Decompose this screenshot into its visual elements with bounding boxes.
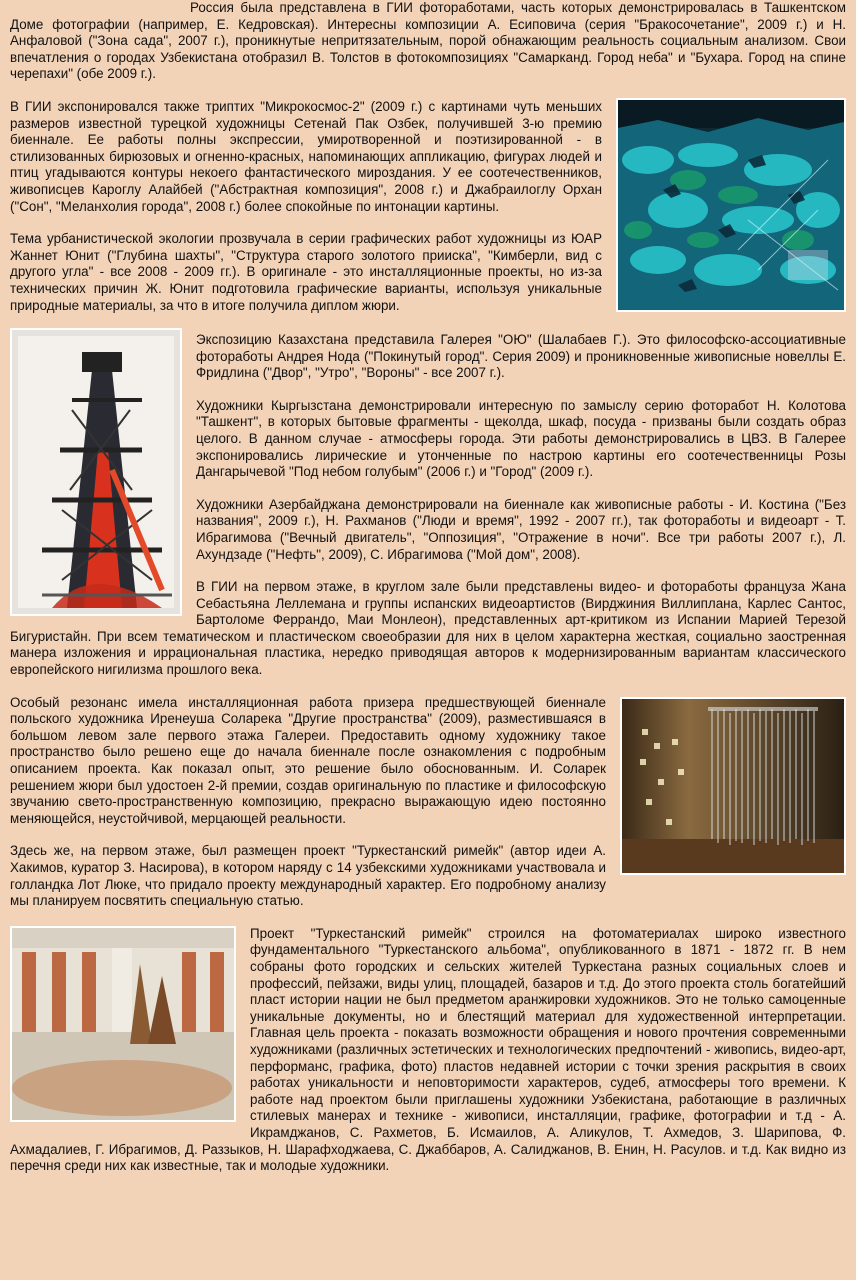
- gallery-sand-installation-image: [12, 928, 234, 1120]
- solarek-installation-photo: [620, 697, 846, 875]
- paragraph-france-spain: В ГИИ на первом этаже, в круглом зале были представлены видео- и фотоработы француза Жана Себастьяна Леллемана и группы испанских видеоартистов (Вирджиния Виллиплана, Карлес Сантос, Бартоломе Феррандо, Маи Монлеон), представленных арт-критиком из Испании Марией Терезой Бигуристайн. При всем тематическом и пластическом своеобразии для них в целом характерна жесткая, социально заостренная манера изложения и иррациональная пластика, нередко приводящая авторов к модернизированным вариантам классического европейского нигилизма прошлого века.: [10, 579, 846, 678]
- paragraph-turkestan-remake-intro: Здесь же, на первом этаже, был размещен проект "Туркестанский римейк" (автор идеи А. Хакимов, куратор З. Насирова), в котором наряду с 14 узбекскими художниками участвовала и голландка Лот Люке, что придало проекту международный характер. Его подробному анализу мы планируем посвятить специальную статью.: [10, 843, 606, 909]
- mine-tower-artwork-image: [12, 330, 180, 614]
- paragraph-azerbaijan: Художники Азербайджана демонстрировали на биеннале как живописные работы - И. Костина ("Без названия", 2009 г.), Н. Рахманов ("Люди и время", 1992 - 2007 гг.), так фотоработы и видеоарт - Т. Ибрагимова ("Вечный двигатель", "Оппозиция", "Отражение в ночи". Все три работы 2007 г.), Л. Ахундзаде ("Нефть", 2009), С. Ибрагимова ("Мой дом", 2008).: [196, 496, 846, 562]
- paragraph-poland: Особый резонанс имела инсталляционная работа призера предшествующей биеннале польского художника Иренеуша Соларека "Другие пространства" (2009), разместившаяся в большом левом зале первого этажа Галереи. Предоставить одному художнику такое пространство было решено еще до начала биеннале после ознакомления с подробным описанием проекта. Как показал опыт, это решение было обоснованным. И. Соларек решением жюри был удостоен 2-й премии, создав оригинальную по пластике и философскую звучанию свето-пространственную композицию, прекрасно выражающую идею постоянно меняющейся, неустойчивой, мерцающей реальности.: [10, 694, 606, 826]
- light-installation-image: [622, 699, 844, 873]
- paragraph-kazakhstan: Экспозицию Казахстана представила Галерея "ОЮ" (Шалабаев Г.). Это философско-ассоциативные фотоработы Андрея Нода ("Покинутый город". Серия 2009) и проникновенные живописные новеллы Е. Фридлина ("Двор", "Утро", "Вороны" - все 2007 г.).: [196, 331, 846, 381]
- paragraph-turkestan-remake-project: Проект "Туркестанский римейк" строился на фотоматериалах широко известного фундаментального "Туркестанского альбома", опубликованного в 1871 - 1872 гг. В нем собраны фото городских и сельских жителей Туркестана разных социальных слоев и профессий, пейзажи, виды улиц, площадей, базаров и т.д. До этого проекта столь богатейший пласт истории нации не был предметом аранжировки художников. Это не только самоценные уникальные документы, но и блестящий материал для художественной интерпретации. Главная цель проекта - показать возможности обращения и нового прочтения современными художниками (различных эстетических и технологических предпочтений - живопись, видео-арт, перформанс, графика, фото) пластов недавней истории с точки зрения раскрытия в своих работах уникальности и неповторимости характеров, судеб, атмосферы того времени. К работе над проектом были приглашены художники Узбекистана, работающие в различных стилевых манерах и технике - живописи, инсталляции, графике, фотографии и т.д - А. Икрамджанов, С. Рахметов, Б. Исмаилов, А. Аликулов, Т. Ахмедов, З. Шарипова, Ф. Ахмадалиев, Г. Ибрагимов, Д. Раззыков, Н. Шарафходжаева, С. Джаббаров, А. Салиджанов, В. Енин, Н. Расулов. и т.д. Как видно из перечня среди них как известные, так и молодые художники.: [10, 925, 846, 1174]
- turkestan-remake-installation-photo: [10, 926, 236, 1122]
- paragraph-south-africa: Тема урбанистической экологии прозвучала в серии графических работ художницы из ЮАР Жаннет Юнит ("Глубина шахты", "Структура старого золотого прииска", "Кимберли, вид с другого угла" - все 2008 - 2009 гг.). В оригинале - это инсталляционные проекты, но из-за технических причин Ж. Юнит подготовила графические варианты, используя уникальные природные материалы, за что в итоге получила диплом жюри.: [10, 231, 602, 313]
- paragraph-kyrgyzstan: Художники Кыргызстана демонстрировали интересную по замыслу серию фоторабот Н. Колотова "Ташкент", в которых бытовые фрагменты - щеколда, шкаф, посуда - призваны были создать образ целого. В данном случае - атмосферы города. Эти работы демонстрировались в ЦВЗ. В Галерее экспонировались лирические и утонченные по настрою картины его соотечественницы Розы Дангарычевой "Под небом голубым" (2006 г.) и "Город" (2009 г.).: [196, 397, 846, 480]
- paragraph-turkey: В ГИИ экспонировался также триптих "Микрокосмос-2" (2009 г.) с картинами чуть меньших размеров известной турецкой художницы Сетенай Пак Озбек, получившей 3-ю премию биеннале. Ее работы полны экспрессии, умиротворенной и поэтизированной - в стилизованных бирюзовых и огненно-красных, напоминающих аппликацию, фигурах людей и птиц угадываются контуры некоего фантастического мироздания. У ее соотечественников, живописцев Кароглу Алайбей ("Абстрактная композиция", 2008 г.) и Джабраилоглу Орхан ("Сон", "Меланхолия города", 2008 г.) более спокойные по интонации картины.: [10, 98, 602, 214]
- paragraph-russia: Россия была представлена в ГИИ фотоработами, часть которых демонстрировалась в Ташкентском Доме фотографии (например, Е. Кедровская). Интересны композиции А. Есиповича (серия "Бракосочетание", 2009 г.) и Н. Анфаловой ("Зона сада", 2007 г.), проникнутые непритязательным, порой обнажающим реальность социальным анализом. Свои впечатления о городах Узбекистана отобразил В. Толстов в фотокомпозициях "Самарканд. Город неба" и "Бухара. Город на спине черепахи" (обе 2009 г.).: [10, 0, 846, 82]
- mine-tower-graphic: [10, 328, 182, 616]
- turquoise-abstract-painting-image: [618, 100, 844, 310]
- turkish-triptych-painting: [616, 98, 846, 312]
